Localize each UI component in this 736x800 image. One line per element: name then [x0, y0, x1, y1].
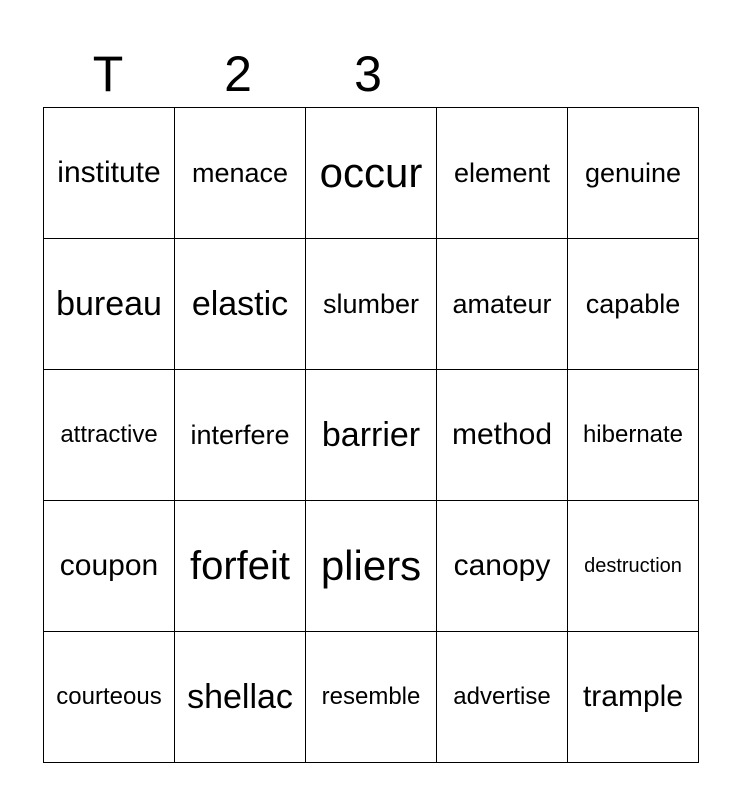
board-cell: barrier [306, 370, 437, 501]
board-cell: method [437, 370, 568, 501]
header-letter-2: 2 [224, 46, 252, 102]
board-cell: attractive [44, 370, 175, 501]
board-cell: canopy [437, 501, 568, 632]
header-letter-3: 3 [354, 46, 382, 102]
board-cell: element [437, 108, 568, 239]
board-cell: institute [44, 108, 175, 239]
board-row [44, 370, 699, 501]
header-letter-4 [433, 44, 563, 104]
board-cell: hibernate [568, 370, 699, 501]
board-cell: slumber [306, 239, 437, 370]
board-row [44, 108, 699, 239]
board-row [44, 239, 699, 370]
board-cell: menace [175, 108, 306, 239]
card-header [43, 44, 693, 104]
board-row [44, 501, 699, 632]
board-cell: trample [568, 632, 699, 763]
board-cell: interfere [175, 370, 306, 501]
board-cell: occur [306, 108, 437, 239]
board-cell: shellac [175, 632, 306, 763]
board-cell: pliers [306, 501, 437, 632]
bingo-board [43, 107, 699, 763]
header-letter-1: T [92, 46, 124, 102]
board-row [44, 632, 699, 763]
board-cell: resemble [306, 632, 437, 763]
board-cell: elastic [175, 239, 306, 370]
board-cell: advertise [437, 632, 568, 763]
board-cell: destruction [568, 501, 699, 632]
board-cell: genuine [568, 108, 699, 239]
board-cell: courteous [44, 632, 175, 763]
board-cell: capable [568, 239, 699, 370]
board-cell: forfeit [175, 501, 306, 632]
board-cell: amateur [437, 239, 568, 370]
header-letter-5 [563, 44, 693, 104]
board-cell: coupon [44, 501, 175, 632]
board-cell: bureau [44, 239, 175, 370]
